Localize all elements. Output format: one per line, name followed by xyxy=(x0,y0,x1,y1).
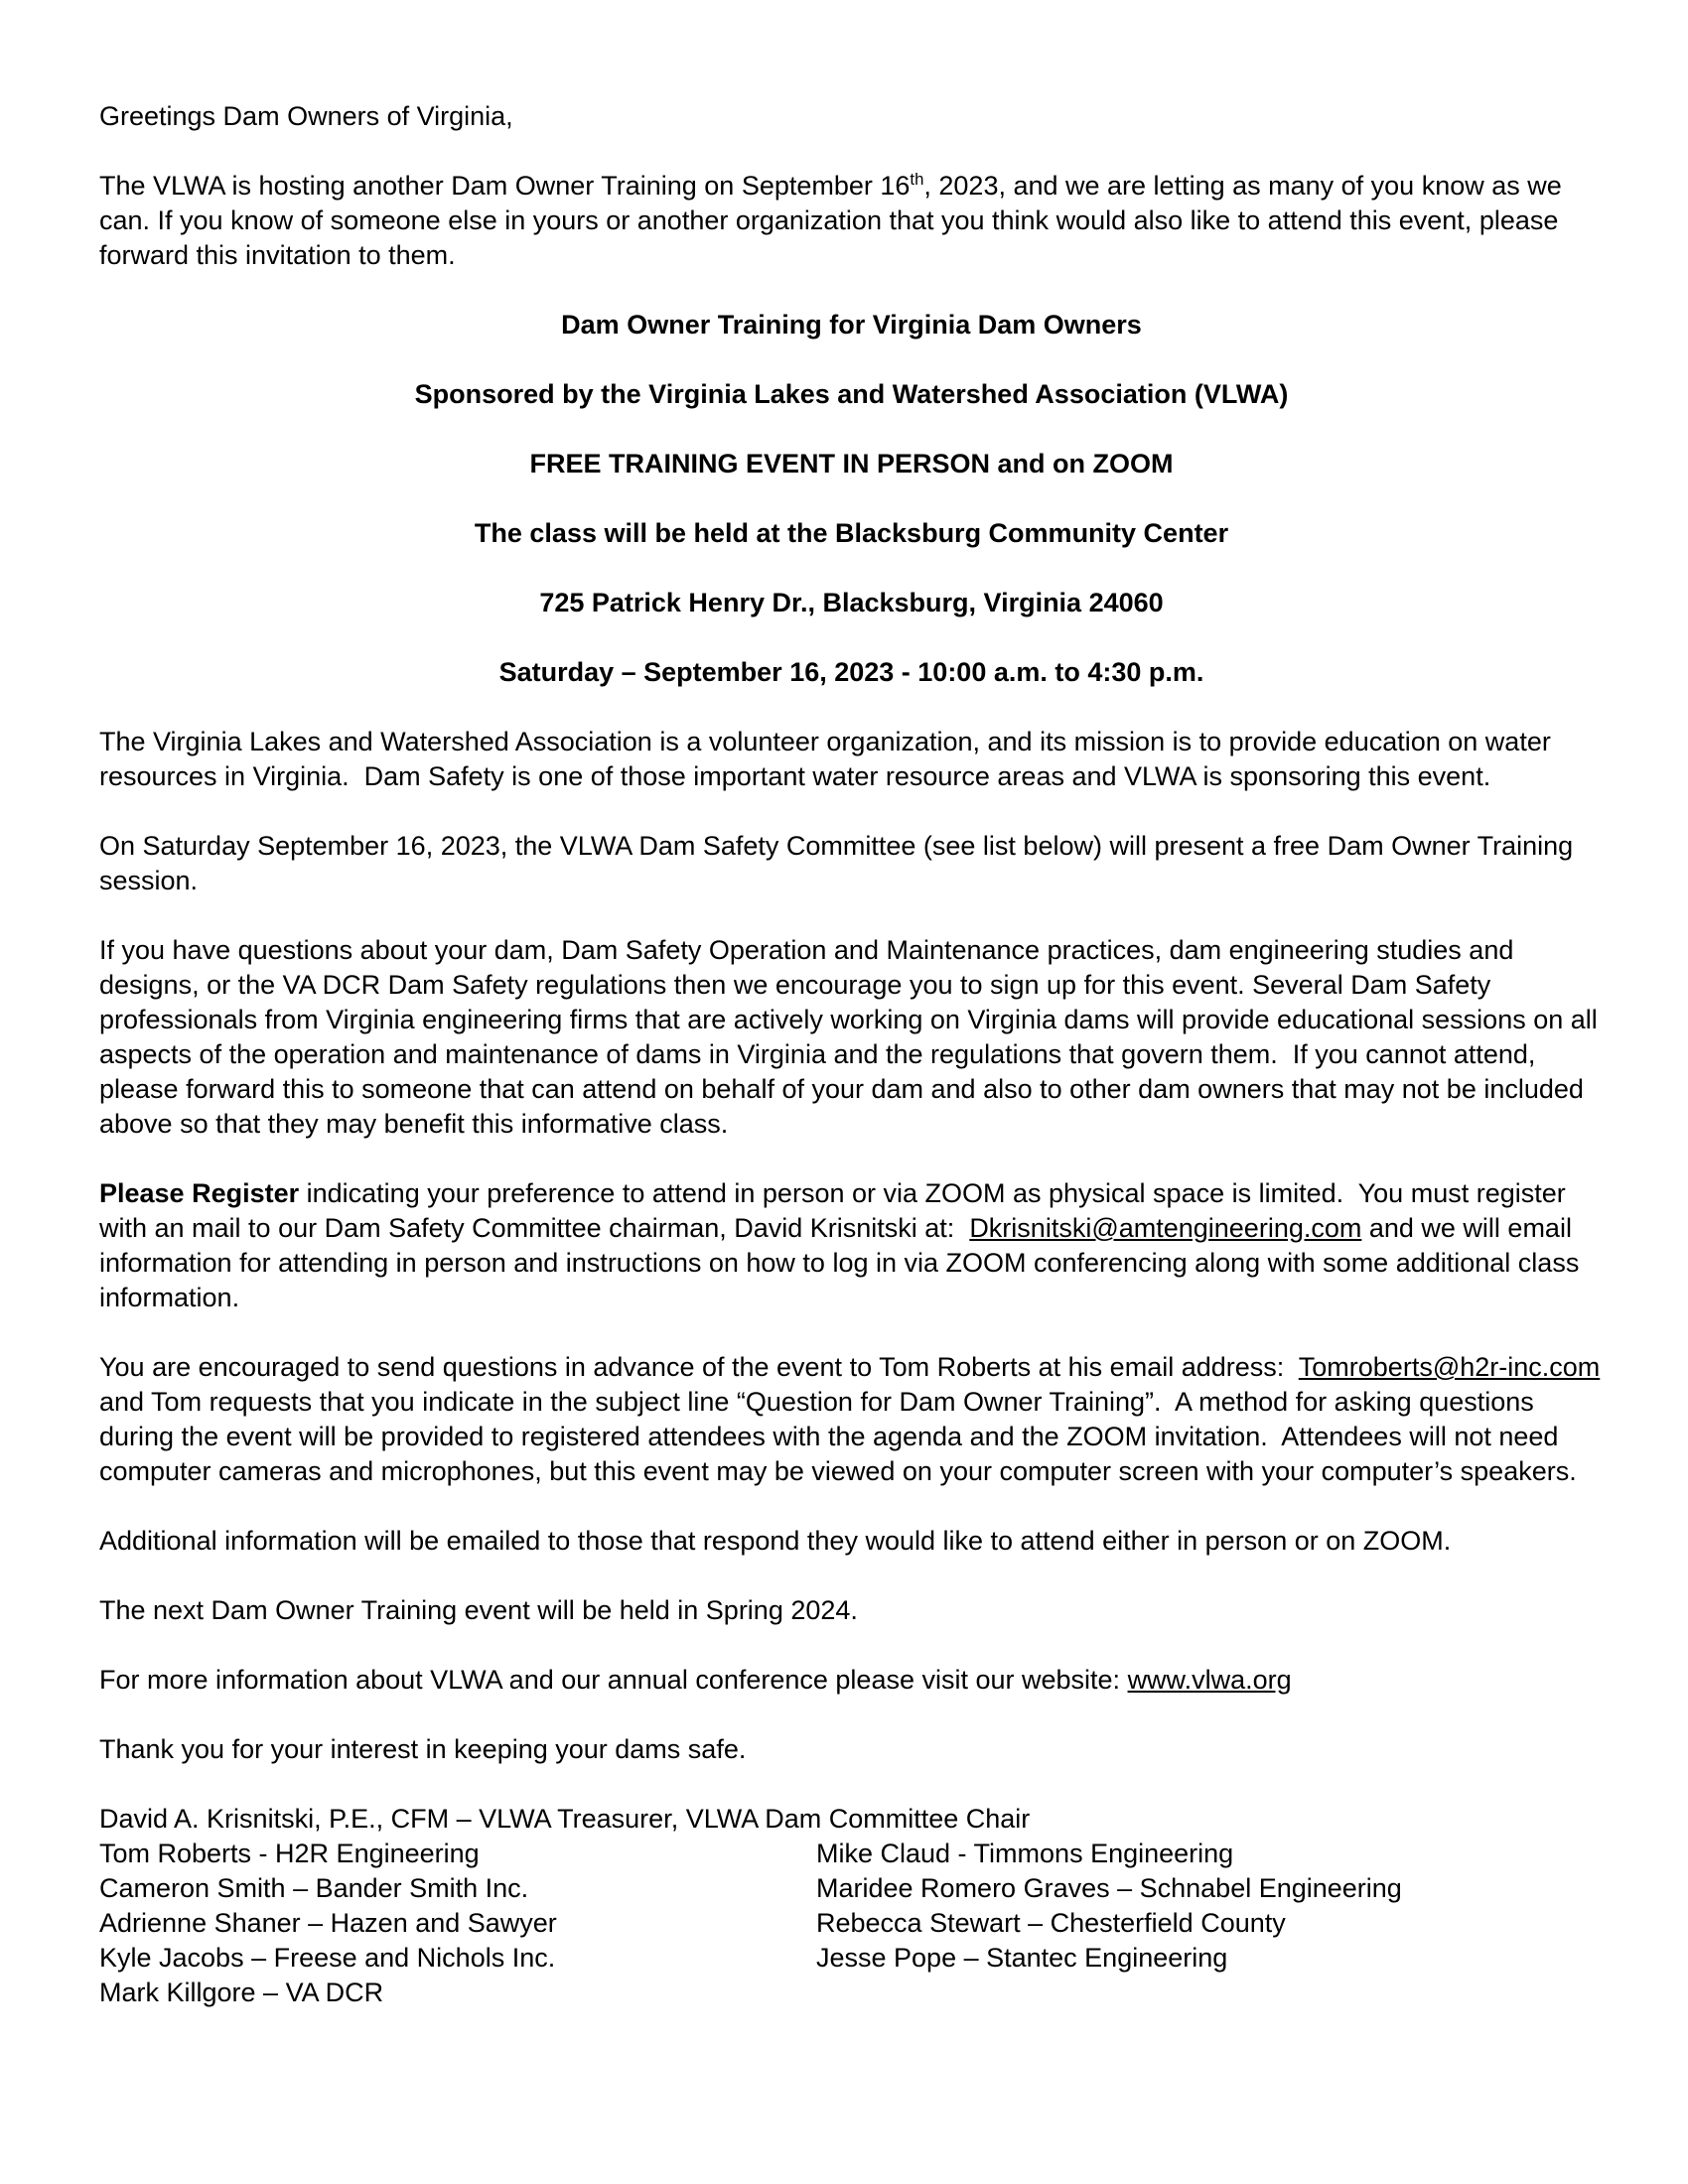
committee-member-right xyxy=(816,1976,1604,2010)
additional-info-paragraph: Additional information will be emailed to those that respond they would like to attend either in person or on ZOOM. xyxy=(99,1526,1452,1556)
committee-member-right: Maridee Romero Graves – Schnabel Engineering xyxy=(816,1873,1402,1903)
questions-text-before-email: You are encouraged to send questions in advance of the event to Tom Roberts at his email address: xyxy=(99,1352,1299,1382)
register-bold-lead: Please Register xyxy=(99,1178,300,1208)
committee-chair-row xyxy=(99,1802,1604,1837)
website-text-before-link: For more information about VLWA and our annual conference please visit our website: xyxy=(99,1665,1128,1695)
committee-row xyxy=(99,1871,1604,1906)
announcement-paragraph: On Saturday September 16, 2023, the VLWA Dam Safety Committee (see list below) will present a free Dam Owner Training session. xyxy=(99,831,1581,895)
details-paragraph: If you have questions about your dam, Dam Safety Operation and Maintenance practices, dam engineering studies and designs, or the VA DCR Dam Safety regulations then we encourage you to sign up for this event. Several Dam Safety professionals from Virginia engineering firms that are actively working on Virginia dams will provide educational sessions on all aspects of the operation and maintenance of dams in Virginia and the regulations that govern them. If you cannot attend, please forward this to someone that can attend on behalf of your dam and also to other dam owners that may not be included above so that they may benefit this informative class. xyxy=(99,935,1606,1139)
questions-email-link[interactable]: Tomroberts@h2r-inc.com xyxy=(1298,1352,1601,1382)
committee-row xyxy=(99,1906,1604,1941)
free-event-heading: FREE TRAINING EVENT IN PERSON and on ZOOM xyxy=(529,449,1174,478)
committee-member-left: Mark Killgore – VA DCR xyxy=(99,1978,384,2007)
committee-chair-line: David A. Krisnitski, P.E., CFM – VLWA Treasurer, VLWA Dam Committee Chair xyxy=(99,1804,1031,1834)
committee-member-left: Adrienne Shaner – Hazen and Sawyer xyxy=(99,1908,557,1938)
website-link[interactable]: www.vlwa.org xyxy=(1127,1665,1292,1695)
committee-row xyxy=(99,1837,1604,1871)
committee-member-right: Jesse Pope – Stantec Engineering xyxy=(816,1943,1228,1973)
committee-list xyxy=(99,1802,1604,2010)
greeting-line: Greetings Dam Owners of Virginia, xyxy=(99,101,513,131)
intro-paragraph xyxy=(99,169,1604,273)
committee-row xyxy=(99,1941,1604,1976)
register-email-link[interactable]: Dkrisnitski@amtengineering.com xyxy=(969,1213,1362,1243)
register-text-before-email: indicating your preference to attend in person or via ZOOM as physical space is limited. You must register with an mail to our Dam Safety Committee chairman, David Krisnitski at: xyxy=(99,1178,1574,1243)
committee-member-right: Mike Claud - Timmons Engineering xyxy=(816,1839,1234,1868)
send-questions-paragraph xyxy=(99,1350,1608,1489)
datetime-heading: Saturday – September 16, 2023 - 10:00 a.m. to 4:30 p.m. xyxy=(498,657,1204,687)
committee-row xyxy=(99,1976,1604,2010)
intro-text-after: , 2023, and we are letting as many of you know as we can. If you know of someone else in yours or another organization that you think would also like to attend this event, please forward this invitation to them. xyxy=(99,171,1570,270)
committee-member-left: Tom Roberts - H2R Engineering xyxy=(99,1839,480,1868)
thanks-paragraph: Thank you for your interest in keeping your dams safe. xyxy=(99,1734,747,1764)
website-paragraph xyxy=(99,1663,1604,1698)
sponsor-heading: Sponsored by the Virginia Lakes and Watershed Association (VLWA) xyxy=(414,379,1289,409)
register-text-after-email: and we will email information for attending in person and instructions on how to log in via ZOOM conferencing along with some additional class information. xyxy=(99,1213,1587,1312)
event-title-heading: Dam Owner Training for Virginia Dam Owners xyxy=(561,310,1142,340)
address-heading: 725 Patrick Henry Dr., Blacksburg, Virginia 24060 xyxy=(539,588,1164,617)
intro-text-before: The VLWA is hosting another Dam Owner Training on September 16 xyxy=(99,171,911,201)
committee-member-left: Kyle Jacobs – Freese and Nichols Inc. xyxy=(99,1943,556,1973)
venue-heading: The class will be held at the Blacksburg Community Center xyxy=(474,518,1229,548)
ordinal-suffix: th xyxy=(910,170,924,189)
register-paragraph xyxy=(99,1176,1604,1315)
committee-member-right: Rebecca Stewart – Chesterfield County xyxy=(816,1908,1286,1938)
committee-member-left: Cameron Smith – Bander Smith Inc. xyxy=(99,1873,529,1903)
mission-paragraph: The Virginia Lakes and Watershed Association is a volunteer organization, and its mission is to provide education on water resources in Virginia. Dam Safety is one of those important water resource areas and VLWA is sponsoring this event. xyxy=(99,727,1559,791)
questions-text-after-email: and Tom requests that you indicate in the subject line “Question for Dam Owner Training”. A method for asking questions during the event will be provided to registered attendees with the agenda and the ZOOM invitation. Attendees will not need computer cameras and microphones, but this event may be viewed on your computer screen with your computer’s speakers. xyxy=(99,1352,1608,1486)
next-event-paragraph: The next Dam Owner Training event will be held in Spring 2024. xyxy=(99,1595,858,1625)
